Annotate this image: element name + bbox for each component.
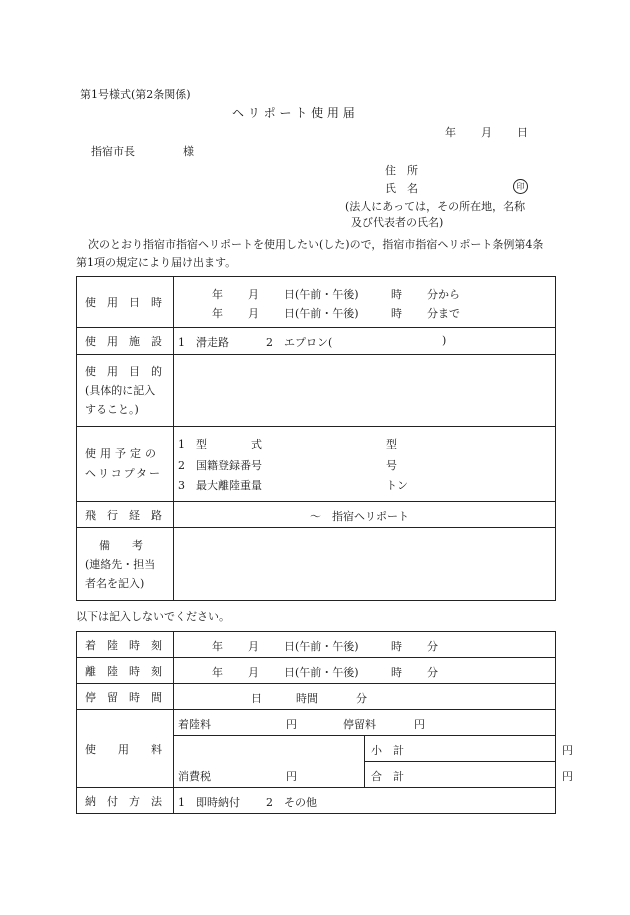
to-year: 年 xyxy=(212,307,223,320)
fee-top-field xyxy=(174,710,556,736)
takeoff-time-field xyxy=(174,658,556,684)
usage-datetime-field[interactable] xyxy=(174,277,556,328)
to-hour: 時 xyxy=(391,307,402,320)
facility-apron-close: ) xyxy=(442,334,447,347)
stay-time-field xyxy=(174,684,556,710)
row-stay-time xyxy=(77,684,556,710)
intro-line2: 第1項の規定により届け出ます。 xyxy=(76,256,237,269)
landing-time-field xyxy=(174,632,556,658)
addressee-honorific: 様 xyxy=(183,145,194,158)
total-unit: 円 xyxy=(562,770,573,783)
tax-label: 消費税 xyxy=(178,769,211,783)
purpose-label-note2: すること。) xyxy=(85,403,139,416)
application-table xyxy=(76,276,556,601)
row-landing-time xyxy=(77,632,556,658)
helicopter-weight-unit: トン xyxy=(386,479,408,492)
takeoff-year: 年 xyxy=(212,666,223,679)
helicopter-registration-label: 2 国籍登録番号 xyxy=(178,459,262,472)
date-month-label: 月 xyxy=(481,126,492,139)
facility-option-runway[interactable]: 1 滑走路 xyxy=(178,336,229,349)
subtotal-label: 小 計 xyxy=(371,744,404,757)
page-title: ヘ リ ポ ー ト 使 用 届 xyxy=(232,106,355,120)
row-facility xyxy=(77,328,556,355)
remarks-label-note2: 者名を記入) xyxy=(85,576,145,590)
applicant-note-line2: 及び代表者の氏名) xyxy=(351,216,444,229)
fee-blank-left xyxy=(174,736,365,762)
payment-option-other: 2 その他 xyxy=(266,796,317,809)
row-purpose xyxy=(77,355,556,427)
address-label: 住 所 xyxy=(385,164,418,177)
route-label: 飛 行 経 路 xyxy=(85,508,162,522)
total-field xyxy=(365,762,573,788)
helicopter-model-label: 1 型 式 xyxy=(178,438,262,451)
remarks-label-note1: (連絡先・担当 xyxy=(85,557,156,571)
from-year: 年 xyxy=(212,288,223,301)
helicopter-label-line2: ヘリコプター xyxy=(85,467,163,480)
subtotal-field xyxy=(365,736,573,762)
takeoff-time-label: 離 陸 時 刻 xyxy=(85,664,162,678)
date-year-label: 年 xyxy=(445,126,456,139)
facility-field[interactable] xyxy=(174,328,556,355)
stay-minute: 分 xyxy=(356,692,367,705)
remarks-label: 備 考 xyxy=(99,538,143,552)
purpose-field[interactable] xyxy=(174,355,556,427)
stay-hour: 時間 xyxy=(296,692,318,705)
date-day-label: 日 xyxy=(517,126,528,139)
from-day: 日(午前・午後) xyxy=(284,288,359,301)
takeoff-month: 月 xyxy=(248,666,259,679)
helicopter-weight-label: 3 最大離陸重量 xyxy=(178,479,262,492)
subtotal-unit: 円 xyxy=(562,744,573,757)
stay-fee-label: 停留料 xyxy=(343,718,376,731)
route-field[interactable] xyxy=(174,502,556,528)
purpose-label: 使 用 目 的 xyxy=(85,365,162,378)
row-remarks xyxy=(77,528,556,601)
landing-fee-label: 着陸料 xyxy=(178,718,211,731)
facility-option-apron[interactable]: 2 エプロン( xyxy=(266,336,333,349)
to-day: 日(午前・午後) xyxy=(284,307,359,320)
office-use-notice: 以下は記入しないでください。 xyxy=(76,610,230,623)
tax-unit: 円 xyxy=(286,769,297,783)
office-use-table xyxy=(76,631,573,814)
applicant-note-line1: (法人にあっては，その所在地，名称 xyxy=(345,200,526,213)
row-payment xyxy=(77,788,556,814)
remarks-field[interactable] xyxy=(174,528,556,601)
takeoff-hour: 時 xyxy=(391,666,402,679)
intro-line1: 次のとおり指宿市指宿ヘリポートを使用したい(した)ので，指宿市指宿ヘリポート条例第4条 xyxy=(88,238,544,251)
purpose-label-note1: (具体的に記入 xyxy=(85,384,156,397)
takeoff-day: 日(午前・午後) xyxy=(284,666,359,679)
landing-fee-unit: 円 xyxy=(286,718,297,731)
payment-option-immediate: 1 即時納付 xyxy=(178,796,240,809)
stay-day: 日 xyxy=(251,692,262,705)
form-number: 第1号様式(第2条関係) xyxy=(80,88,191,101)
payment-label: 納 付 方 法 xyxy=(85,794,162,808)
helicopter-label-line1: 使用予定の xyxy=(85,447,160,460)
landing-time-label: 着 陸 時 刻 xyxy=(85,638,162,652)
row-helicopter xyxy=(77,427,556,502)
usage-datetime-label: 使 用 日 時 xyxy=(85,296,162,309)
landing-month: 月 xyxy=(248,640,259,653)
row-fee-1 xyxy=(77,710,556,736)
addressee-name: 指宿市長 xyxy=(91,145,135,158)
seal-icon: 印 xyxy=(513,179,528,194)
payment-field xyxy=(174,788,556,814)
stay-fee-unit: 円 xyxy=(414,718,425,731)
stay-time-label: 停 留 時 間 xyxy=(85,690,162,704)
row-takeoff-time xyxy=(77,658,556,684)
landing-minute: 分 xyxy=(427,640,438,653)
to-month: 月 xyxy=(248,307,259,320)
from-month: 月 xyxy=(248,288,259,301)
from-minute: 分から xyxy=(427,288,460,301)
facility-label: 使 用 施 設 xyxy=(85,335,162,348)
tax-field xyxy=(174,762,365,788)
landing-day: 日(午前・午後) xyxy=(284,640,359,653)
fee-label: 使 用 料 xyxy=(85,742,162,756)
helicopter-registration-unit: 号 xyxy=(386,459,397,472)
row-usage-datetime xyxy=(77,277,556,328)
from-hour: 時 xyxy=(391,288,402,301)
landing-year: 年 xyxy=(212,640,223,653)
helicopter-model-unit: 型 xyxy=(386,438,397,451)
landing-hour: 時 xyxy=(391,640,402,653)
route-destination: 〜 指宿ヘリポート xyxy=(310,510,409,523)
helicopter-field[interactable] xyxy=(174,427,556,502)
name-label: 氏 名 xyxy=(385,182,418,195)
row-route xyxy=(77,502,556,528)
total-label: 合 計 xyxy=(371,770,404,783)
to-minute: 分まで xyxy=(427,307,460,320)
takeoff-minute: 分 xyxy=(427,666,438,679)
